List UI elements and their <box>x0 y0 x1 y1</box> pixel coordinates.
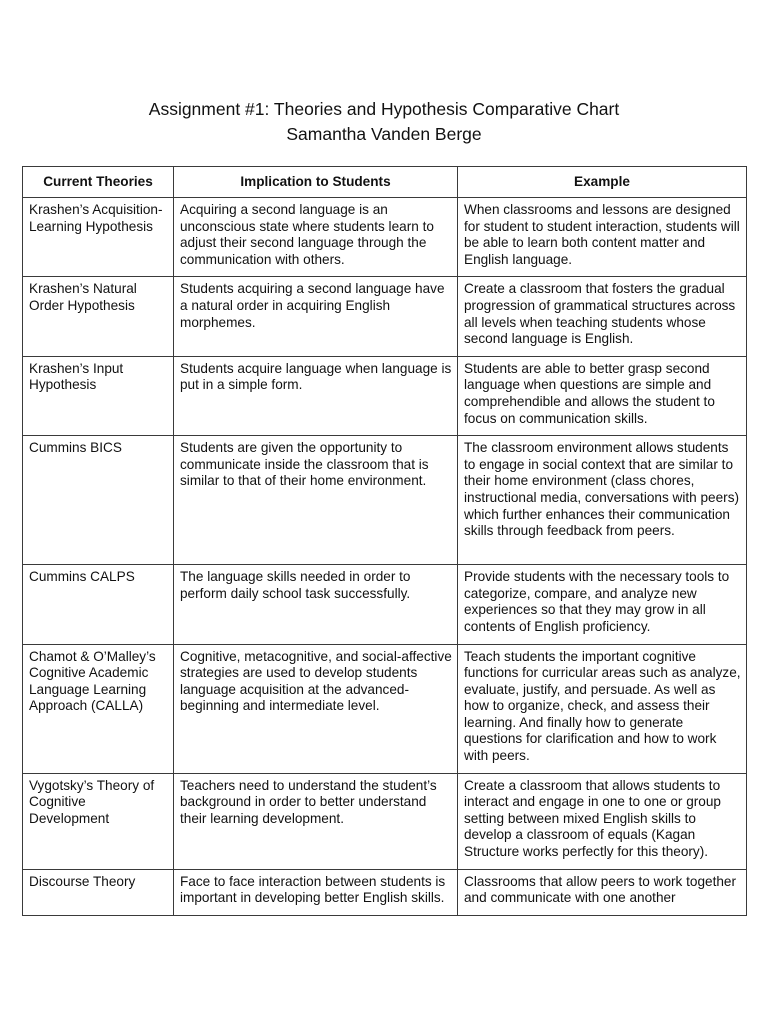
example-cell: The classroom environment allows students to engage in social context that are similar to their home environment (class chores, instructional media, conversations with peers) which further enhances their communication skills through feedback from peers. <box>458 436 747 565</box>
header-current-theories: Current Theories <box>23 167 174 198</box>
implication-cell: Cognitive, metacognitive, and social-affective strategies are used to develop students language acquisition at the advanced-beginning and intermediate level. <box>174 644 458 773</box>
table-row <box>23 565 747 644</box>
theory-cell: Krashen’s Input Hypothesis <box>23 356 174 435</box>
implication-cell: Students acquiring a second language have a natural order in acquiring English morphemes. <box>174 277 458 356</box>
theory-cell: Discourse Theory <box>23 869 174 915</box>
implication-cell: Acquiring a second language is an unconscious state where students learn to adjust their second language through the communication with others. <box>174 198 458 277</box>
table-row <box>23 773 747 869</box>
theory-cell: Vygotsky’s Theory of Cognitive Development <box>23 773 174 869</box>
table-row <box>23 198 747 277</box>
header-example: Example <box>458 167 747 198</box>
example-cell: Teach students the important cognitive functions for curricular areas such as analyze, evaluate, justify, and persuade. As well as how to organize, check, and assess their learning. And finally how to generate questions for clarification and how to work with peers. <box>458 644 747 773</box>
title-line-assignment: Assignment #1: Theories and Hypothesis Comparative Chart <box>148 99 620 119</box>
table-row <box>23 644 747 773</box>
example-cell: Create a classroom that allows students to interact and engage in one to one or group setting between mixed English skills to develop a classroom of equals (Kagan Structure works perfectly for this theory). <box>458 773 747 869</box>
table-row <box>23 277 747 356</box>
theory-cell: Krashen’s Acquisition-Learning Hypothesis <box>23 198 174 277</box>
implication-cell: Students acquire language when language is put in a simple form. <box>174 356 458 435</box>
theory-cell: Krashen’s Natural Order Hypothesis <box>23 277 174 356</box>
comparative-chart-table <box>22 166 747 916</box>
implication-cell: Students are given the opportunity to communicate inside the classroom that is similar to that of their home environment. <box>174 436 458 565</box>
example-cell: Students are able to better grasp second language when questions are simple and comprehendible and allows the student to focus on communication skills. <box>458 356 747 435</box>
theory-cell: Chamot & O’Malley’s Cognitive Academic Language Learning Approach (CALLA) <box>23 644 174 773</box>
theory-cell: Cummins BICS <box>23 436 174 565</box>
example-cell: When classrooms and lessons are designed for student to student interaction, students will be able to learn both content matter and English language. <box>458 198 747 277</box>
implication-cell: Teachers need to understand the student’s background in order to better understand their learning development. <box>174 773 458 869</box>
table-row <box>23 356 747 435</box>
table-row <box>23 869 747 915</box>
table-header-row <box>23 167 747 198</box>
table-row <box>23 436 747 565</box>
header-implication-to-students: Implication to Students <box>174 167 458 198</box>
implication-cell: The language skills needed in order to perform daily school task successfully. <box>174 565 458 644</box>
theory-cell: Cummins CALPS <box>23 565 174 644</box>
title-line-author: Samantha Vanden Berge <box>286 124 482 144</box>
example-cell: Classrooms that allow peers to work together and communicate with one another <box>458 869 747 915</box>
example-cell: Provide students with the necessary tools to categorize, compare, and analyze new experiences so that they may grow in all contents of English proficiency. <box>458 565 747 644</box>
example-cell: Create a classroom that fosters the gradual progression of grammatical structures across all levels when teaching students whose second language is English. <box>458 277 747 356</box>
document-title <box>0 97 768 147</box>
implication-cell: Face to face interaction between students is important in developing better English skills. <box>174 869 458 915</box>
